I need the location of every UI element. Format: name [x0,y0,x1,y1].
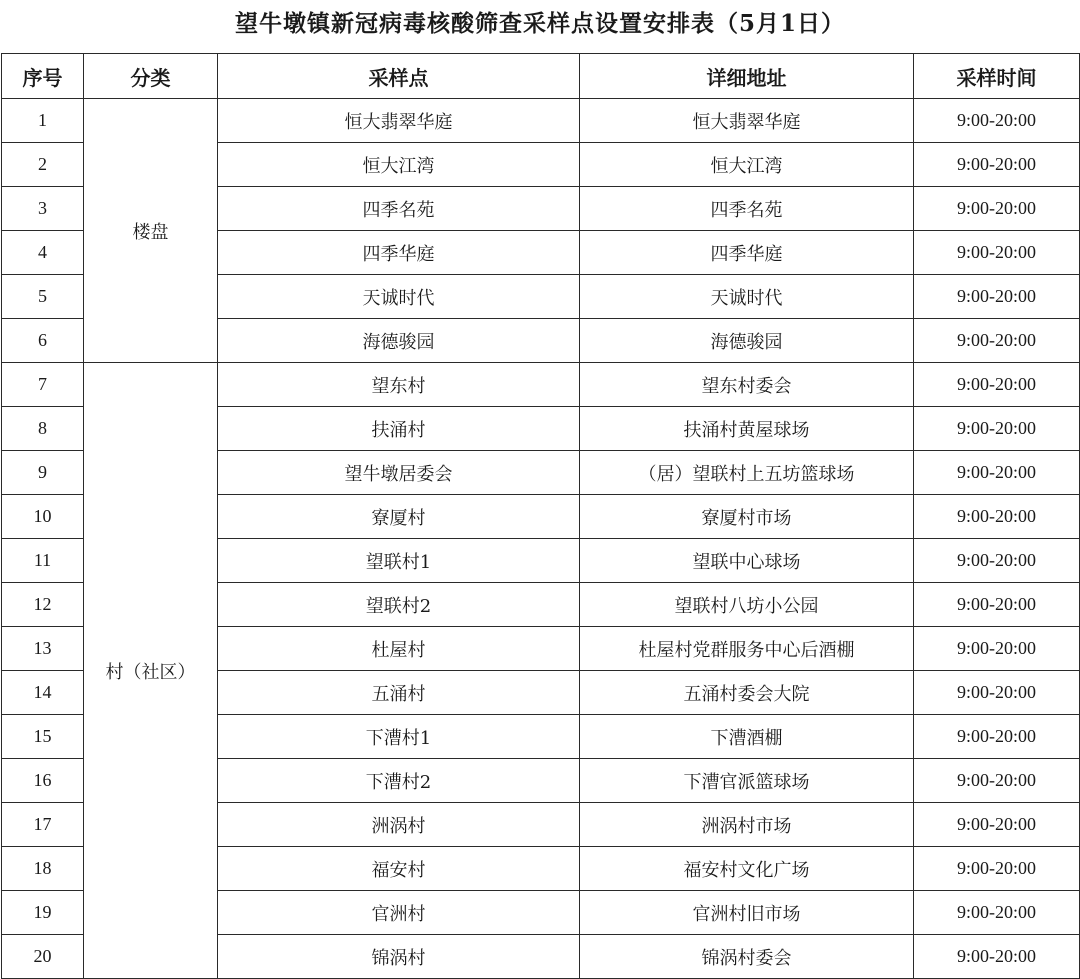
row-address: 下漕官派篮球场 [580,759,914,803]
row-no: 1 [2,99,84,143]
row-no: 14 [2,671,84,715]
table-row [2,363,1080,407]
table-row [2,99,1080,143]
row-time: 9:00-20:00 [914,319,1080,363]
row-address: 天诚时代 [580,275,914,319]
row-no: 13 [2,627,84,671]
row-address: 望东村委会 [580,363,914,407]
row-site: 下漕村1 [218,715,580,759]
row-time: 9:00-20:00 [914,627,1080,671]
row-time: 9:00-20:00 [914,495,1080,539]
row-no: 5 [2,275,84,319]
row-address: 望联中心球场 [580,539,914,583]
row-time: 9:00-20:00 [914,583,1080,627]
row-address: 下漕酒棚 [580,715,914,759]
row-site: 望联村1 [218,539,580,583]
row-time: 9:00-20:00 [914,451,1080,495]
row-site: 望东村 [218,363,580,407]
row-address: 官洲村旧市场 [580,891,914,935]
row-address: 锦涡村委会 [580,935,914,979]
row-time: 9:00-20:00 [914,935,1080,979]
row-address: 恒大江湾 [580,143,914,187]
row-time: 9:00-20:00 [914,803,1080,847]
row-time: 9:00-20:00 [914,539,1080,583]
row-site: 天诚时代 [218,275,580,319]
row-no: 16 [2,759,84,803]
table-body [2,99,1080,979]
row-time: 9:00-20:00 [914,715,1080,759]
row-no: 4 [2,231,84,275]
row-no: 12 [2,583,84,627]
row-address: 恒大翡翠华庭 [580,99,914,143]
row-address: 扶涌村黄屋球场 [580,407,914,451]
row-site: 望牛墩居委会 [218,451,580,495]
row-time: 9:00-20:00 [914,143,1080,187]
row-site: 福安村 [218,847,580,891]
row-no: 10 [2,495,84,539]
row-no: 3 [2,187,84,231]
row-site: 杜屋村 [218,627,580,671]
row-site: 下漕村2 [218,759,580,803]
row-time: 9:00-20:00 [914,99,1080,143]
header-category: 分类 [84,54,218,99]
row-address: 洲涡村市场 [580,803,914,847]
row-no: 19 [2,891,84,935]
sampling-sites-table [1,53,1080,979]
row-no: 18 [2,847,84,891]
row-no: 7 [2,363,84,407]
row-time: 9:00-20:00 [914,407,1080,451]
row-address: 四季华庭 [580,231,914,275]
category-estates: 楼盘 [84,99,218,363]
row-time: 9:00-20:00 [914,671,1080,715]
row-time: 9:00-20:00 [914,187,1080,231]
row-site: 海德骏园 [218,319,580,363]
row-site: 四季华庭 [218,231,580,275]
header-time: 采样时间 [914,54,1080,99]
row-time: 9:00-20:00 [914,891,1080,935]
header-address: 详细地址 [580,54,914,99]
row-no: 20 [2,935,84,979]
row-time: 9:00-20:00 [914,231,1080,275]
row-time: 9:00-20:00 [914,759,1080,803]
row-time: 9:00-20:00 [914,275,1080,319]
category-villages: 村（社区） [84,363,218,979]
row-site: 洲涡村 [218,803,580,847]
row-time: 9:00-20:00 [914,363,1080,407]
header-no: 序号 [2,54,84,99]
row-address: 望联村八坊小公园 [580,583,914,627]
row-no: 17 [2,803,84,847]
row-site: 锦涡村 [218,935,580,979]
row-address: 海德骏园 [580,319,914,363]
row-site: 恒大翡翠华庭 [218,99,580,143]
row-time: 9:00-20:00 [914,847,1080,891]
row-no: 6 [2,319,84,363]
row-address: 寮厦村市场 [580,495,914,539]
row-address: 五涌村委会大院 [580,671,914,715]
row-no: 8 [2,407,84,451]
row-site: 寮厦村 [218,495,580,539]
row-no: 15 [2,715,84,759]
row-address: 杜屋村党群服务中心后酒棚 [580,627,914,671]
row-no: 9 [2,451,84,495]
row-site: 官洲村 [218,891,580,935]
table-header [2,54,1080,99]
row-site: 五涌村 [218,671,580,715]
row-site: 四季名苑 [218,187,580,231]
header-row [2,54,1080,99]
page-title: 望牛墩镇新冠病毒核酸筛查采样点设置安排表（5月1日） [234,10,845,37]
row-site: 恒大江湾 [218,143,580,187]
row-address: 四季名苑 [580,187,914,231]
row-address: （居）望联村上五坊篮球场 [580,451,914,495]
header-site: 采样点 [218,54,580,99]
row-site: 扶涌村 [218,407,580,451]
row-address: 福安村文化广场 [580,847,914,891]
row-no: 11 [2,539,84,583]
row-no: 2 [2,143,84,187]
row-site: 望联村2 [218,583,580,627]
